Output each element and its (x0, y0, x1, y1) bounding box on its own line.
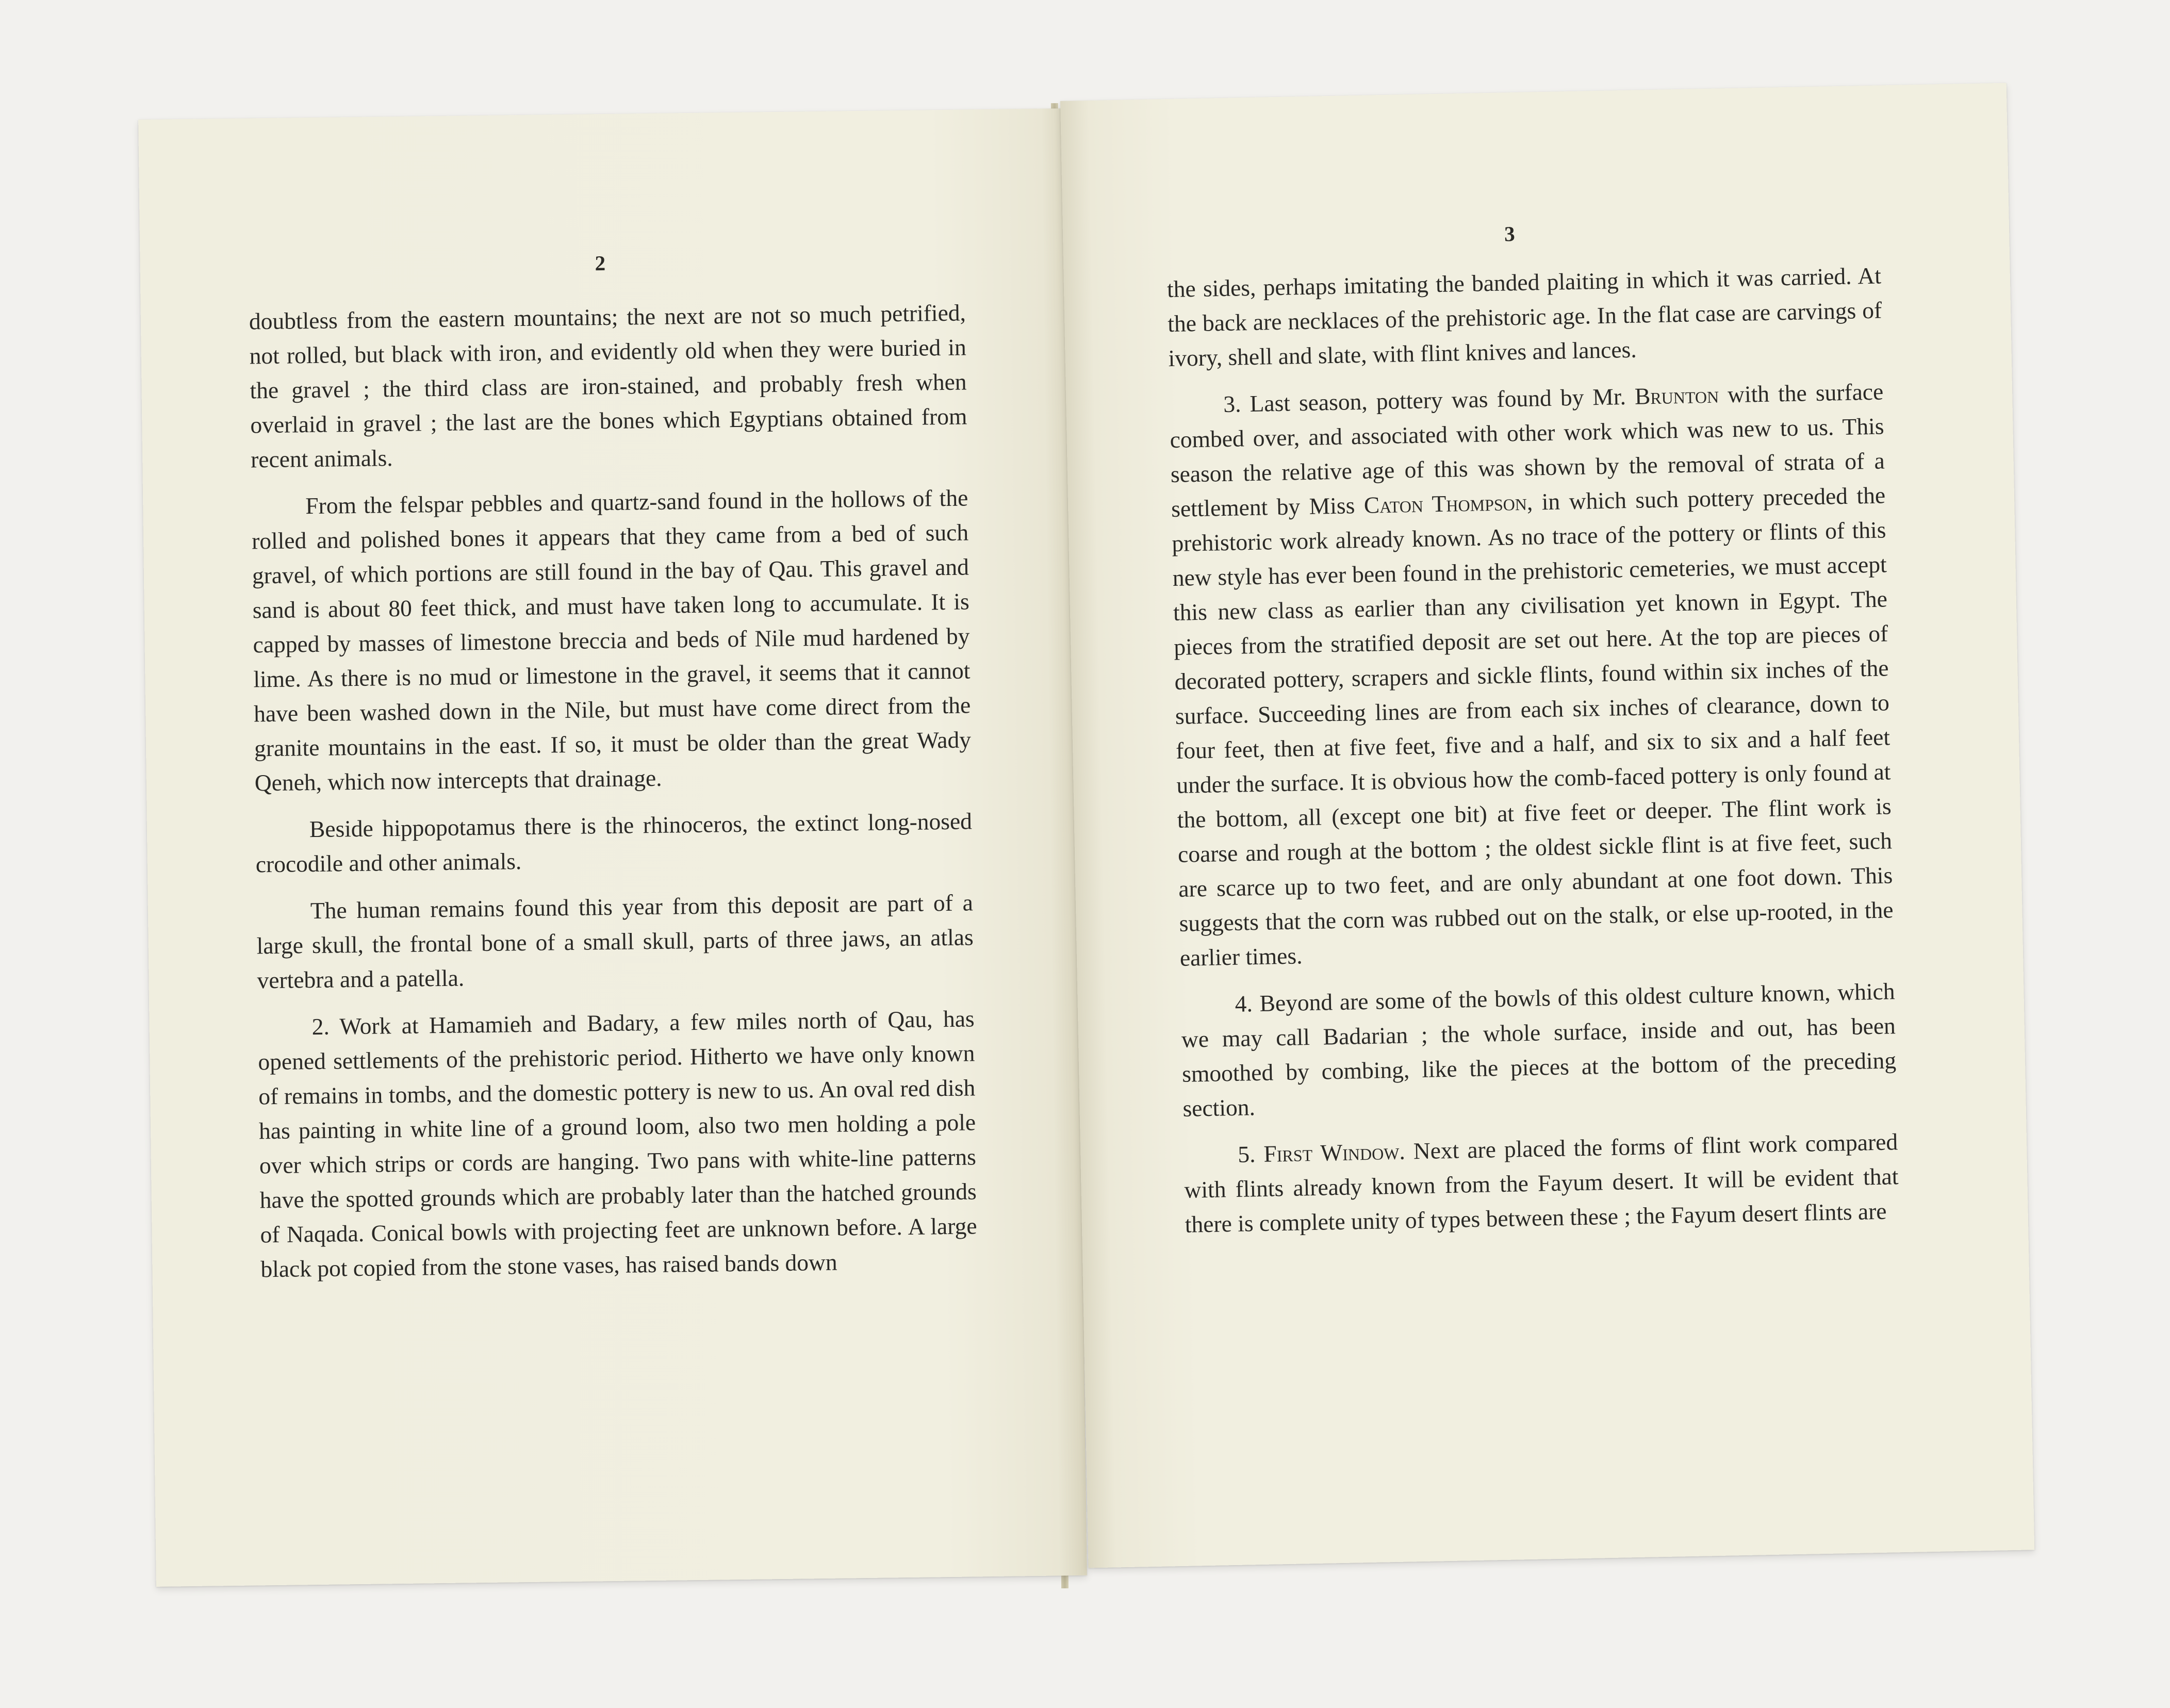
paragraph: the sides, perhaps imitating the banded plaiting in which it was carried. At the back are necklaces of the prehistoric age. In the flat case are carvings of ivory, shell and slate, with flint knives and lances. (1166, 262, 1882, 372)
paragraph-text: Next are placed the forms of flint work compared with flints already known from the Fayum desert. It will be evident that there is complete unity of types between these ; the Fayum desert flints are (1184, 1128, 1899, 1238)
section-heading: First Window. (1263, 1138, 1406, 1167)
paragraph-text: 5. (1237, 1140, 1264, 1168)
paragraph (1183, 1124, 1900, 1242)
page-number: 2 (595, 251, 606, 275)
paragraph: 2. Work at Hamamieh and Badary, a few miles north of Qau, has opened settlements of the prehistoric period. Hitherto we have only known of remains in tombs, and the domestic pottery is new to us. An oval red dish has painting in white line of a ground loom, also two men holding a pole over which strips or cords are hanging. Two pans with white-line patterns have the spotted grounds which are probably later than the hatched grounds of Naqada. Conical bowls with projecting feet are unknown before. A large black pot copied from the stone vases, has raised bands down (258, 1005, 977, 1283)
person-name: Caton Thompson (1363, 488, 1527, 518)
paragraph: doubtless from the eastern mountains; the next are not so much petrified, not rolled, but black with iron, and evidently old when they were buried in the gravel ; the third class are iron-stained, and probably fresh when overlaid in gravel ; the last are the bones which Egyptians obtained from recent animals. (249, 299, 967, 473)
page-body (1166, 258, 1899, 1254)
paragraph-text: with the surface combed over, and associated with other work which was new to us. This season the relative age of this was shown by the removal of strata of a settlement by Miss (1170, 378, 1885, 522)
paragraph: 4. Beyond are some of the bowls of this oldest culture known, which we may call Badarian ; the whole surface, inside and out, has been smoothed by combing, like the pieces at the bottom of the preceding section. (1181, 978, 1897, 1122)
paragraph (1169, 374, 1895, 975)
paragraph: The human remains found this year from this deposit are part of a large skull, the frontal bone of a small skull, parts of three jaws, an atlas vertebra and a patella. (256, 889, 974, 994)
page-number: 3 (1504, 222, 1516, 246)
paragraph: From the felspar pebbles and quartz-sand found in the hollows of the rolled and polished bones it appears that they came from a bed of such gravel, of which portions are still found in the bay of Qau. This gravel and sand is about 80 feet thick, and must have taken long to accumulate. It is capped by masses of limestone breccia and beds of Nile mud hardened by lime. As there is no mud or limestone in the gravel, it seems that it cannot have been washed down in the Nile, but must have come direct from the granite mountains in the east. If so, it must be older than the great Wady Qeneh, which now intercepts that drainage. (251, 484, 972, 796)
page-body (249, 295, 978, 1299)
paragraph-text: , in which such pottery preceded the prehistoric work already known. As no trace of the pottery or flints of this new style has ever been found in the prehistoric cemeteries, we must accept this new class as earlier than any civilisation yet known in Egypt. The pieces from the stratified deposit are set out here. At the top are pieces of decorated pottery, scrapers and sickle flints, found within six inches of the surface. Succeeding lines are from each six inches of clearance, down to four feet, then at five feet, five and a half, and six to six and a half feet under the surface. It is obvious how the comb-faced pottery is only found at the bottom, all (except one bit) at five feet or deeper. The flint work is coarse and rough at the bottom ; the oldest sickle flint is at five feet, such are scarce up to two feet, and are only abundant at one foot down. This suggests that the corn was rubbed out on the stalk, or else up-rooted, in the earlier times. (1172, 482, 1894, 971)
person-name: Brunton (1634, 381, 1719, 409)
paragraph-text: 3. Last season, pottery was found by Mr. (1223, 383, 1635, 418)
right-page (1060, 83, 2034, 1568)
left-page (138, 108, 1087, 1587)
paragraph: Beside hippopotamus there is the rhinoceros, the extinct long-nosed crocodile and other animals. (255, 808, 973, 878)
